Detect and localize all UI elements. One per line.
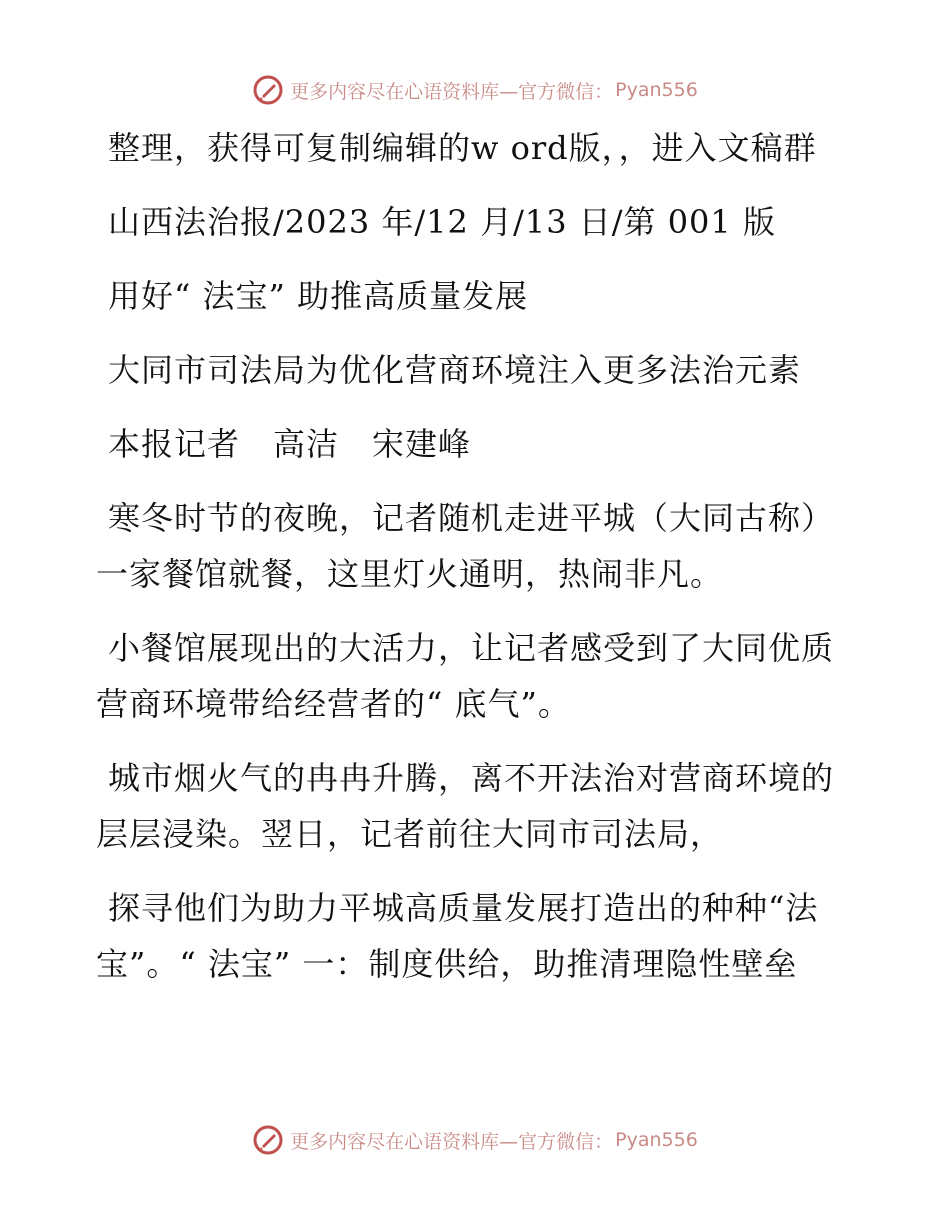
watermark-text: 更多内容尽在心语资料库—官方微信： xyxy=(290,1130,614,1153)
doc-intro-note: 整理，获得可复制编辑的w ord版，，进入文稿群 xyxy=(108,129,817,167)
footer-watermark xyxy=(0,1120,950,1160)
watermark-wechat-id: Pyan556 xyxy=(615,1129,698,1151)
body-paragraph: 城市烟火气的冉冉升腾，离不开法治对营商环境的层层浸染。翌日，记者前往大同市司法局， xyxy=(96,759,835,853)
body-paragraph: 寒冬时节的夜晚，记者随机走进平城（大同古称）一家餐馆就餐，这里灯火通明，热闹非凡。 xyxy=(96,499,835,593)
article-title: 用好“ 法宝” 助推高质量发展 xyxy=(108,277,529,315)
pen-logo-icon xyxy=(252,1124,284,1156)
watermark-wechat-id: Pyan556 xyxy=(615,79,698,101)
pen-logo-icon xyxy=(252,74,284,106)
body-paragraph: 探寻他们为助力平城高质量发展打造出的种种“法宝”。“ 法宝” 一：制度供给，助推清理隐性壁垒 xyxy=(96,889,819,983)
doc-source-line: 山西法治报/2023 年/12 月/13 日/第 001 版 xyxy=(108,203,776,241)
article-subtitle: 大同市司法局为优化营商环境注入更多法治元素 xyxy=(108,351,802,389)
article-byline: 本报记者 高洁 宋建峰 xyxy=(108,425,472,463)
body-paragraph: 小餐馆展现出的大活力，让记者感受到了大同优质营商环境带给经营者的“ 底气”。 xyxy=(96,629,835,723)
header-watermark xyxy=(0,70,950,110)
document-body xyxy=(96,120,856,1010)
watermark-text: 更多内容尽在心语资料库—官方微信： xyxy=(290,80,614,103)
